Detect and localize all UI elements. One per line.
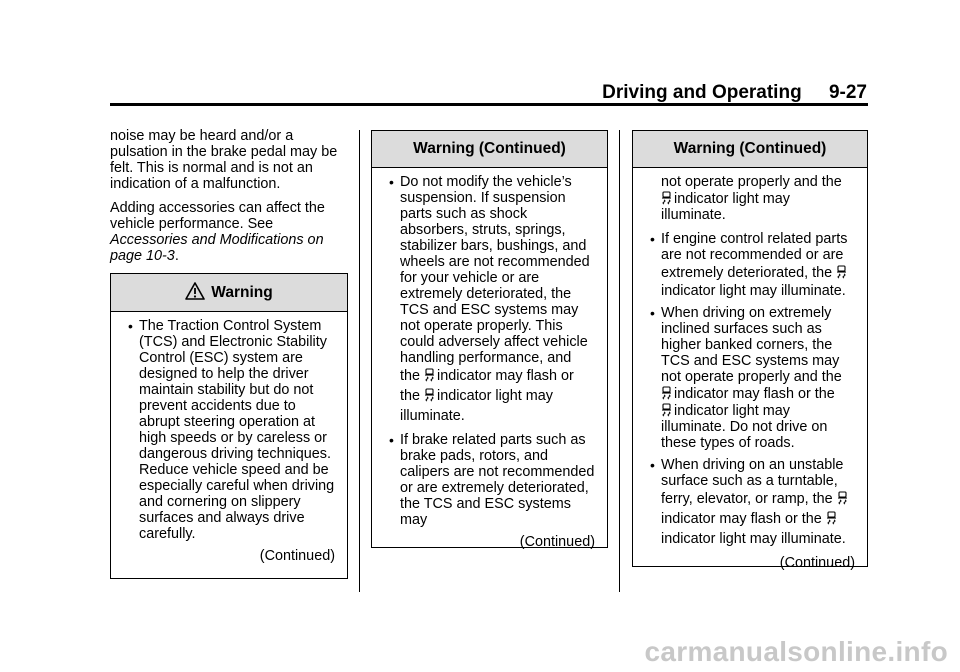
esc-skid-car-icon (826, 510, 837, 525)
warning-box-2-body (372, 168, 607, 550)
list-item: • When driving on an unstable surface such as a turntable, ferry, elevator, or ramp, the indicator may flash or the indicator light may illuminate. (650, 457, 846, 547)
bullet-icon: • (389, 174, 394, 190)
warning-triangle-icon (185, 282, 205, 300)
warning-box-3-body (633, 168, 867, 571)
esc-skid-car-icon (661, 190, 672, 205)
warning-box-3 (632, 130, 868, 571)
warning-box-2-header: Warning (Continued) (372, 131, 607, 168)
esc-skid-car-icon (661, 385, 672, 400)
page-header (602, 82, 867, 104)
bullet-icon: • (128, 318, 133, 334)
paragraph-brake-noise: noise may be heard and/or a pulsation in the brake pedal may be felt. This is normal and is not an indication of a malfunction. (110, 128, 338, 192)
continued-label: (Continued) (519, 534, 595, 550)
warning-box-1 (110, 273, 348, 579)
list-item: • When driving on extremely inclined surfaces such as higher banked corners, the TCS and ESC systems may not operate properly and the indicator may flash or the indicator light may illuminate. Do not drive on these types of roads. (650, 305, 842, 451)
bullet-icon: • (650, 305, 655, 321)
warning-box-1-body (111, 312, 347, 564)
bullet-icon: • (650, 457, 655, 473)
page-number: 9-27 (828, 82, 867, 103)
esc-skid-car-icon (661, 402, 672, 417)
header-rule (110, 103, 868, 106)
esc-skid-car-icon (424, 387, 435, 402)
esc-skid-car-icon (424, 367, 435, 382)
list-item-continued: not operate properly and the indicator light may illuminate. (661, 174, 842, 223)
list-item: • If engine control related parts are not recommended or are extremely deteriorated, the indicator light may illuminate. (650, 231, 848, 299)
continued-label: (Continued) (259, 548, 335, 564)
column-1 (110, 128, 352, 272)
esc-skid-car-icon (837, 490, 848, 505)
esc-skid-car-icon (836, 264, 847, 279)
warning-title: Warning (211, 284, 273, 301)
bullet-icon: • (389, 432, 394, 448)
warning-box-3-header: Warning (Continued) (633, 131, 867, 168)
bullet-icon: • (650, 231, 655, 247)
list-item: • Do not modify the vehicle’s suspension. If suspension parts such as shock absorbers, struts, springs, stabilizer bars, bushings, and wheels are not recommended for your vehicle or are extremely deteriorated, the TCS and ESC systems may not operate properly. This could adversely affect vehicle handling performance, and the indicator may flash or the indicator light may illuminate. (389, 174, 590, 424)
continued-label: (Continued) (779, 555, 855, 571)
paragraph-accessories: Adding accessories can affect the vehicle performance. See Accessories and Modifications on page 10-3. (110, 200, 325, 264)
section-title: Driving and Operating (602, 82, 802, 103)
list-item: • The Traction Control System (TCS) and Electronic Stability Control (ESC) system are designed to help the driver maintain stability but do not prevent accidents due to abrupt steering operation at high speeds or by careless or dangerous driving techniques. Reduce vehicle speed and be especially careful when driving and cornering on slippery surfaces and always drive carefully. (128, 318, 335, 542)
watermark: carmanualsonline.info (644, 636, 948, 667)
cross-reference-link[interactable]: Accessories and Modifications on page 10-3 (110, 232, 324, 264)
warning-box-1-header (111, 274, 347, 312)
column-divider-1 (359, 130, 360, 592)
warning-box-2 (371, 130, 608, 548)
column-divider-2 (619, 130, 620, 592)
list-item: • If brake related parts such as brake pads, rotors, and calipers are not recommended or are extremely deteriorated, the TCS and ESC systems may (389, 432, 595, 528)
